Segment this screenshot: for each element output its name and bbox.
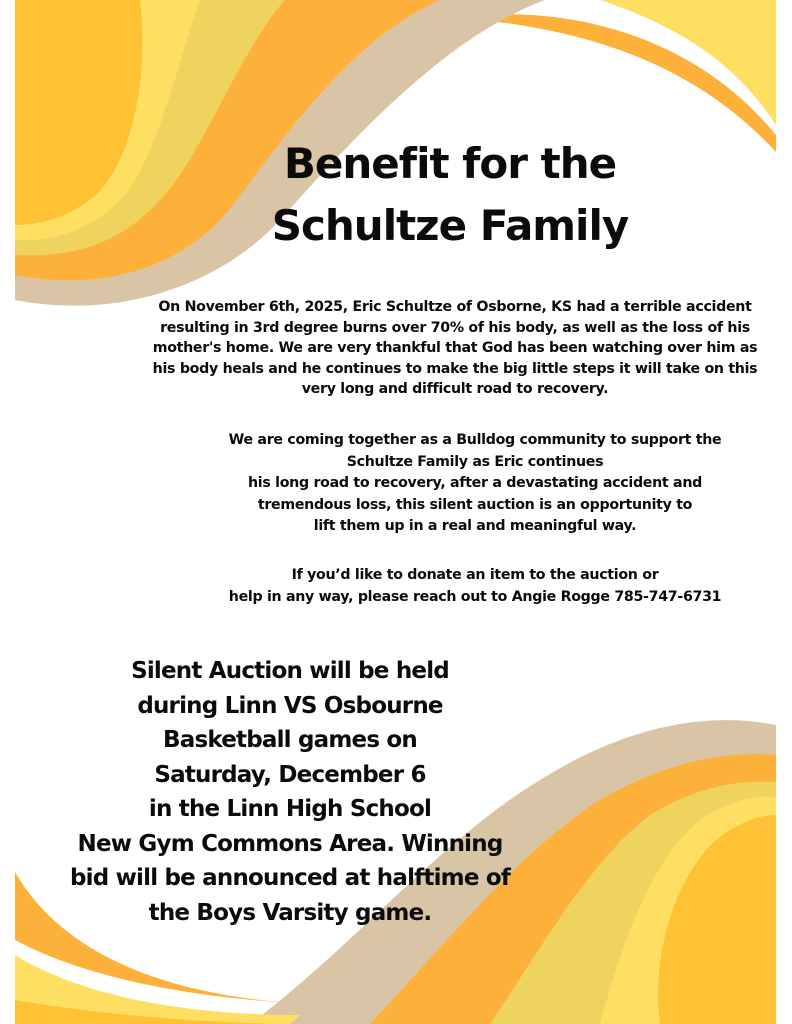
- story-line: his body heals and he continues to make the big little steps it will take on this: [152, 360, 758, 377]
- community-line: Schultze Family as Eric continues: [346, 453, 604, 470]
- auction-line: bid will be announced at halftime of: [69, 865, 511, 891]
- auction-line: New Gym Commons Area. Winning: [77, 830, 503, 857]
- community-paragraph: [175, 430, 775, 538]
- community-line: We are coming together as a Bulldog community to support the: [228, 432, 722, 448]
- community-line: tremendous loss, this silent auction is an opportunity to: [257, 496, 693, 513]
- auction-line: Silent Auction will be held: [131, 658, 449, 684]
- community-line: lift them up in a real and meaningful way.: [313, 518, 637, 534]
- contact-paragraph: [175, 565, 775, 608]
- title-line-1: Benefit for the: [283, 139, 617, 188]
- auction-line: Saturday, December 6: [154, 761, 426, 788]
- auction-line: during Linn VS Osbourne: [137, 692, 443, 719]
- auction-line: the Boys Varsity game.: [148, 899, 432, 926]
- story-line: very long and difficult road to recovery.: [301, 381, 609, 398]
- page-title: [200, 133, 700, 257]
- story-paragraph: [135, 297, 775, 400]
- story-line: resulting in 3rd degree burns over 70% of his body, as well as the loss of his: [160, 319, 750, 336]
- story-line: On November 6th, 2025, Eric Schultze of Osborne, KS had a terrible accident: [158, 299, 752, 315]
- story-line: mother's home. We are very thankful that God has been watching over him as: [152, 340, 758, 357]
- auction-details: [35, 654, 545, 930]
- contact-line: If you’d like to donate an item to the auction or: [291, 567, 659, 583]
- community-line: his long road to recovery, after a devastating accident and: [248, 475, 702, 491]
- auction-line: Basketball games on: [163, 727, 417, 753]
- title-line-2: Schultze Family: [271, 201, 629, 250]
- auction-line: in the Linn High School: [148, 796, 432, 822]
- contact-line: help in any way, please reach out to Angie Rogge 785-747-6731: [228, 588, 722, 605]
